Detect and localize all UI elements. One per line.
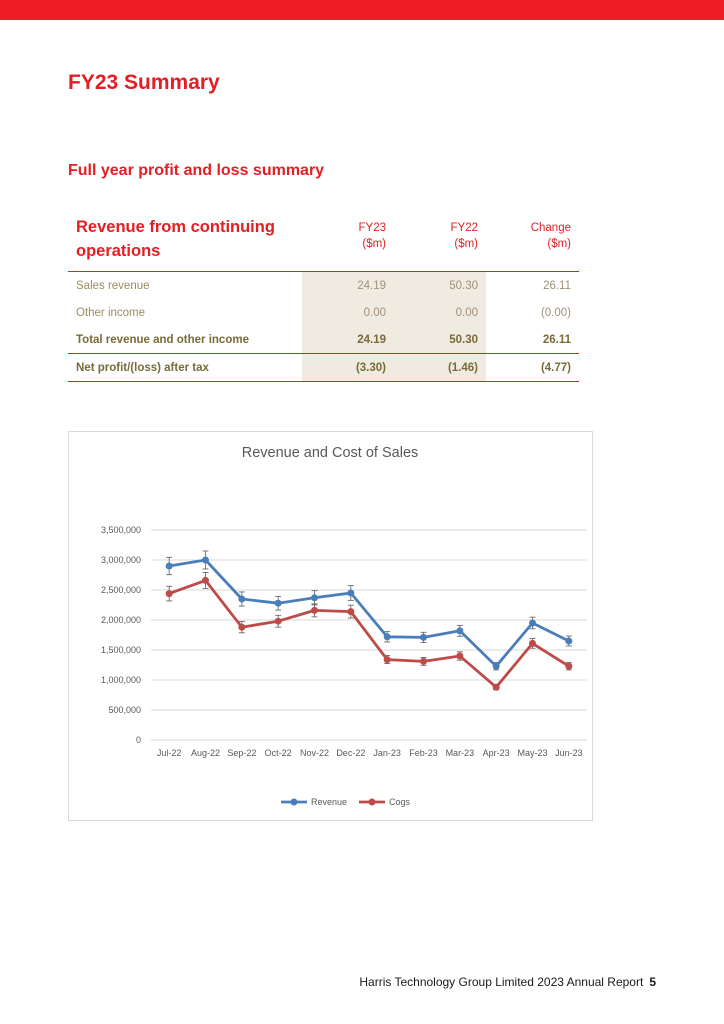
cell-change: (0.00) [540,306,571,319]
cell-fy22: (1.46) [394,354,486,382]
cell-fy22: 0.00 [394,299,486,326]
table-header-row [68,213,579,272]
cell-change: 26.11 [542,333,571,346]
data-point [493,663,500,670]
cell-fy22: 50.30 [394,272,486,300]
cell-fy23: (3.30) [302,354,394,382]
data-point [529,620,536,627]
column-label: FY22 [450,222,478,234]
data-point [311,594,318,601]
y-tick-label: 500,000 [108,705,141,715]
cell-fy23: 24.19 [302,326,394,354]
section-title: Full year profit and loss summary [68,162,325,179]
y-tick-label: 3,500,000 [100,525,141,535]
legend-label: Cogs [389,797,411,807]
data-point [275,618,282,625]
column-label: Change [530,222,571,234]
x-tick-label: Mar-23 [445,748,475,758]
y-tick-label: 1,000,000 [100,675,141,685]
y-tick-label: 0 [135,735,141,745]
row-label: Total revenue and other income [76,333,249,346]
table-row-total-revenue [68,326,579,354]
cell-change: (4.77) [486,354,579,382]
y-tick-label: 3,000,000 [100,555,141,565]
chart-title: Revenue and Cost of Sales [241,445,419,461]
data-point [347,608,354,615]
column-label: FY23 [358,222,386,234]
data-point [202,557,209,564]
data-point [166,590,173,597]
cell-fy22: 50.30 [394,326,486,354]
x-tick-label: Aug-22 [190,748,221,758]
page-number: 5 [649,975,656,989]
x-tick-label: Oct-22 [264,748,292,758]
row-label: Sales revenue [76,279,150,292]
data-point [456,653,463,660]
data-point [420,634,427,641]
row-label: Net profit/(loss) after tax [68,354,302,382]
data-point [565,663,572,670]
data-point [347,590,354,597]
series-line [169,580,569,687]
top-red-bar [0,0,724,20]
y-tick-label: 2,000,000 [100,615,141,625]
data-point [456,627,463,634]
y-tick-label: 1,500,000 [100,645,141,655]
data-point [384,656,391,663]
x-tick-label: Apr-23 [482,748,510,758]
profit-loss-table [68,213,579,382]
data-point [238,596,245,603]
x-tick-label: Dec-22 [336,748,366,758]
row-label: Other income [76,306,146,319]
legend-marker [369,799,376,806]
column-unit: ($m) [454,238,478,250]
data-point [384,633,391,640]
page-title: FY23 Summary [68,71,220,94]
data-point [565,638,572,645]
data-point [275,600,282,607]
data-point [529,640,536,647]
series-revenue [166,551,573,670]
page-footer [359,975,656,989]
chart-canvas [69,432,592,820]
x-tick-label: Sep-22 [227,748,257,758]
cell-fy23: 0.00 [302,299,394,326]
x-tick-label: Feb-23 [409,748,438,758]
x-tick-label: Jun-23 [555,748,583,758]
x-tick-label: Jul-22 [156,748,182,758]
x-tick-label: Jan-23 [373,748,401,758]
column-unit: ($m) [362,238,386,250]
data-point [420,658,427,665]
x-tick-label: May-23 [517,748,548,758]
y-tick-label: 2,500,000 [100,585,141,595]
data-point [166,563,173,570]
legend-label: Revenue [311,797,348,807]
column-header-change [486,213,579,272]
x-tick-label: Nov-22 [299,748,330,758]
column-header-fy23 [302,213,394,272]
legend-marker [291,799,298,806]
data-point [311,607,318,614]
table-row-sales-revenue [68,272,579,300]
data-point [238,624,245,631]
table-row-net-profit [68,354,579,382]
table-heading: Revenue from continuing operations [68,213,302,272]
table-row-other-income [68,299,579,326]
column-unit: ($m) [547,238,571,250]
revenue-cost-chart [68,431,593,821]
footer-text: Harris Technology Group Limited 2023 Annual Report [359,975,644,989]
data-point [202,577,209,584]
cell-fy23: 24.19 [302,272,394,300]
column-header-fy22 [394,213,486,272]
data-point [493,684,500,691]
cell-change: 26.11 [543,279,571,292]
